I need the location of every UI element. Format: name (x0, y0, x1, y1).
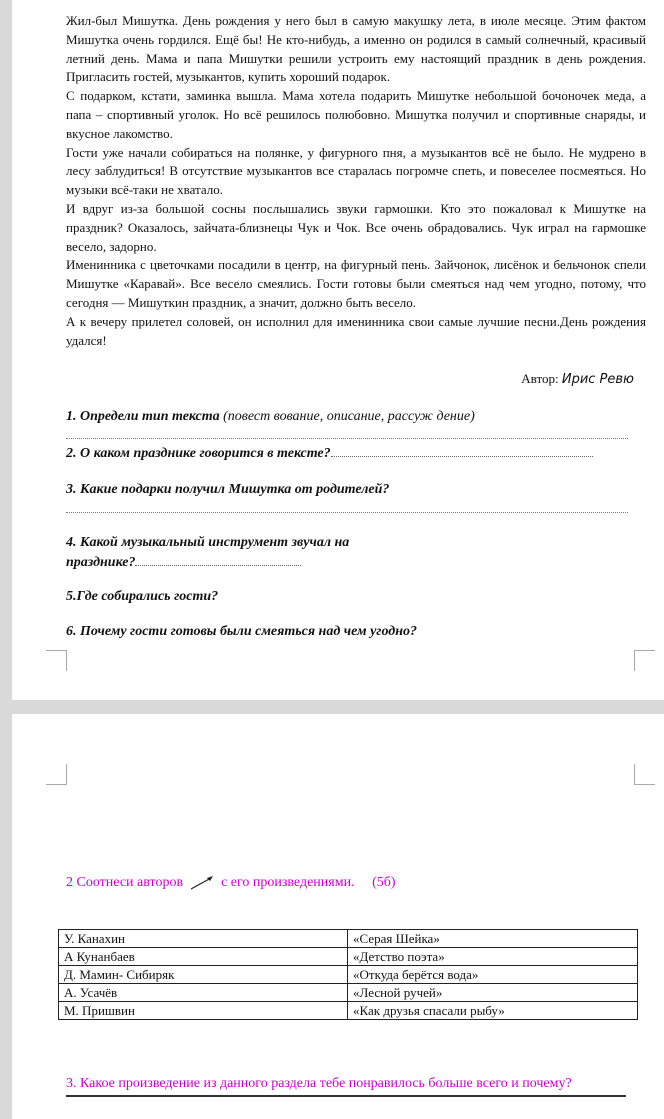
question-2 (66, 444, 626, 464)
page-1 (12, 0, 664, 700)
work-cell: «Откуда берётся вода» (348, 966, 638, 984)
task-2-title (66, 875, 396, 891)
work-cell: «Серая Шейка» (348, 930, 638, 948)
story-paragraph: Гости уже начали собираться на полянке, у фигурного пня, а музыкантов всё не было. Не мудрено в лесу заблудиться! В отсутствие музыкантов все старалась погромче спеть, и повеселее посмеяться. Но музыки всё-таки не хватало. (66, 144, 646, 198)
author-line (521, 371, 634, 387)
question-4 (66, 533, 626, 573)
question-6 (66, 622, 626, 642)
arrow-icon (189, 876, 215, 890)
task-2-title-right: с его произведениями. (221, 875, 355, 890)
question-6-text: 6. Почему гости готовы были смеяться над чем угодно? (66, 624, 417, 639)
work-cell: «Как друзья спасали рыбу» (348, 1002, 638, 1020)
author-cell: М. Пришвин (59, 1002, 348, 1020)
author-cell: А Кунанбаев (59, 948, 348, 966)
authors-works-table (58, 929, 638, 1020)
margin-corner-mark (634, 764, 655, 785)
margin-corner-mark (634, 650, 655, 671)
question-5-text: 5.Где собирались гости? (66, 589, 219, 604)
question-2-text: 2. О каком празднике говорится в тексте? (66, 446, 331, 461)
answer-line-1[interactable] (66, 438, 628, 439)
author-cell: Д. Мамин- Сибиряк (59, 966, 348, 984)
author-cell: У. Канахин (59, 930, 348, 948)
story-paragraph: Именинника с цветочками посадили в центр, на фигурный пень. Зайчонок, лисёнок и бельчонок спели Мишутке «Каравай». Все весело смеялись. Гости готовы были смеяться над чем угодно, потому, что сегодня — Мишуткин праздник, а значит, должно быть весело. (66, 257, 646, 310)
question-4-line1: 4. Какой музыкальный инструмент звучал на (66, 535, 350, 550)
question-4-line2: празднике? (66, 555, 136, 570)
author-cell: А. Усачёв (59, 984, 348, 1002)
answer-line-2[interactable] (331, 456, 593, 457)
question-3 (66, 480, 626, 500)
story-text (66, 12, 646, 350)
question-1-text: 1. Определи тип текста (66, 409, 220, 424)
story-paragraph: С подарком, кстати, заминка вышла. Мама хотела подарить Мишутке небольшой бочоночек меда, а папа – спортивный уголок. Но всё решилось полюбовно. Мишутка получил и спортивные снаряды, и вкусное лакомство. (66, 88, 646, 141)
margin-corner-mark (46, 650, 67, 671)
work-cell: «Лесной ручей» (348, 984, 638, 1002)
answer-line-3[interactable] (66, 512, 628, 513)
task-2-points: (5б) (372, 875, 396, 890)
table-row (59, 966, 638, 984)
table-row (59, 1002, 638, 1020)
table-row (59, 984, 638, 1002)
story-paragraph: И вдруг из-за большой сосны послышались звуки гармошки. Кто это пожаловал к Мишутке на праздник? Оказалось, зайчата-близнецы Чук и Чок. Все очень обрадовались. Чук играл на гармошке весело, задорно. (66, 200, 646, 254)
author-name: Ирис Ревю (561, 372, 634, 387)
question-3-text: 3. Какие подарки получил Мишутка от родителей? (66, 482, 390, 497)
table-row (59, 948, 638, 966)
table-row (59, 930, 638, 948)
answer-line-4[interactable] (135, 565, 301, 566)
story-paragraph: А к вечеру прилетел соловей, он исполнил для именинника свои самые лучшие песни.День рождения удался! (66, 313, 646, 348)
task-2-title-left: 2 Соотнеси авторов (66, 875, 184, 890)
author-label: Автор: (521, 371, 559, 386)
work-cell: «Детство поэта» (348, 948, 638, 966)
question-1-hint: (повест вование, описание, рассуж дение) (223, 409, 475, 424)
margin-corner-mark (46, 764, 67, 785)
story-paragraph: Жил-был Мишутка. День рождения у него был в самую макушку лета, в июле месяце. Этим фактом Мишутка очень гордился. Ещё бы! Не кто-нибудь, а именно он родился в самый солнечный, красивый летний день. Мама и папа Мишутки решили устроить ему настоящий праздник в день рождения. Пригласить гостей, музыкантов, купить хороший подарок. (66, 13, 646, 85)
page-2 (12, 714, 664, 1119)
task-3-question: 3. Какое произведение из данного раздела тебе понравилось больше всего и почему? (66, 1075, 626, 1097)
question-5 (66, 587, 626, 607)
question-1 (66, 407, 626, 427)
